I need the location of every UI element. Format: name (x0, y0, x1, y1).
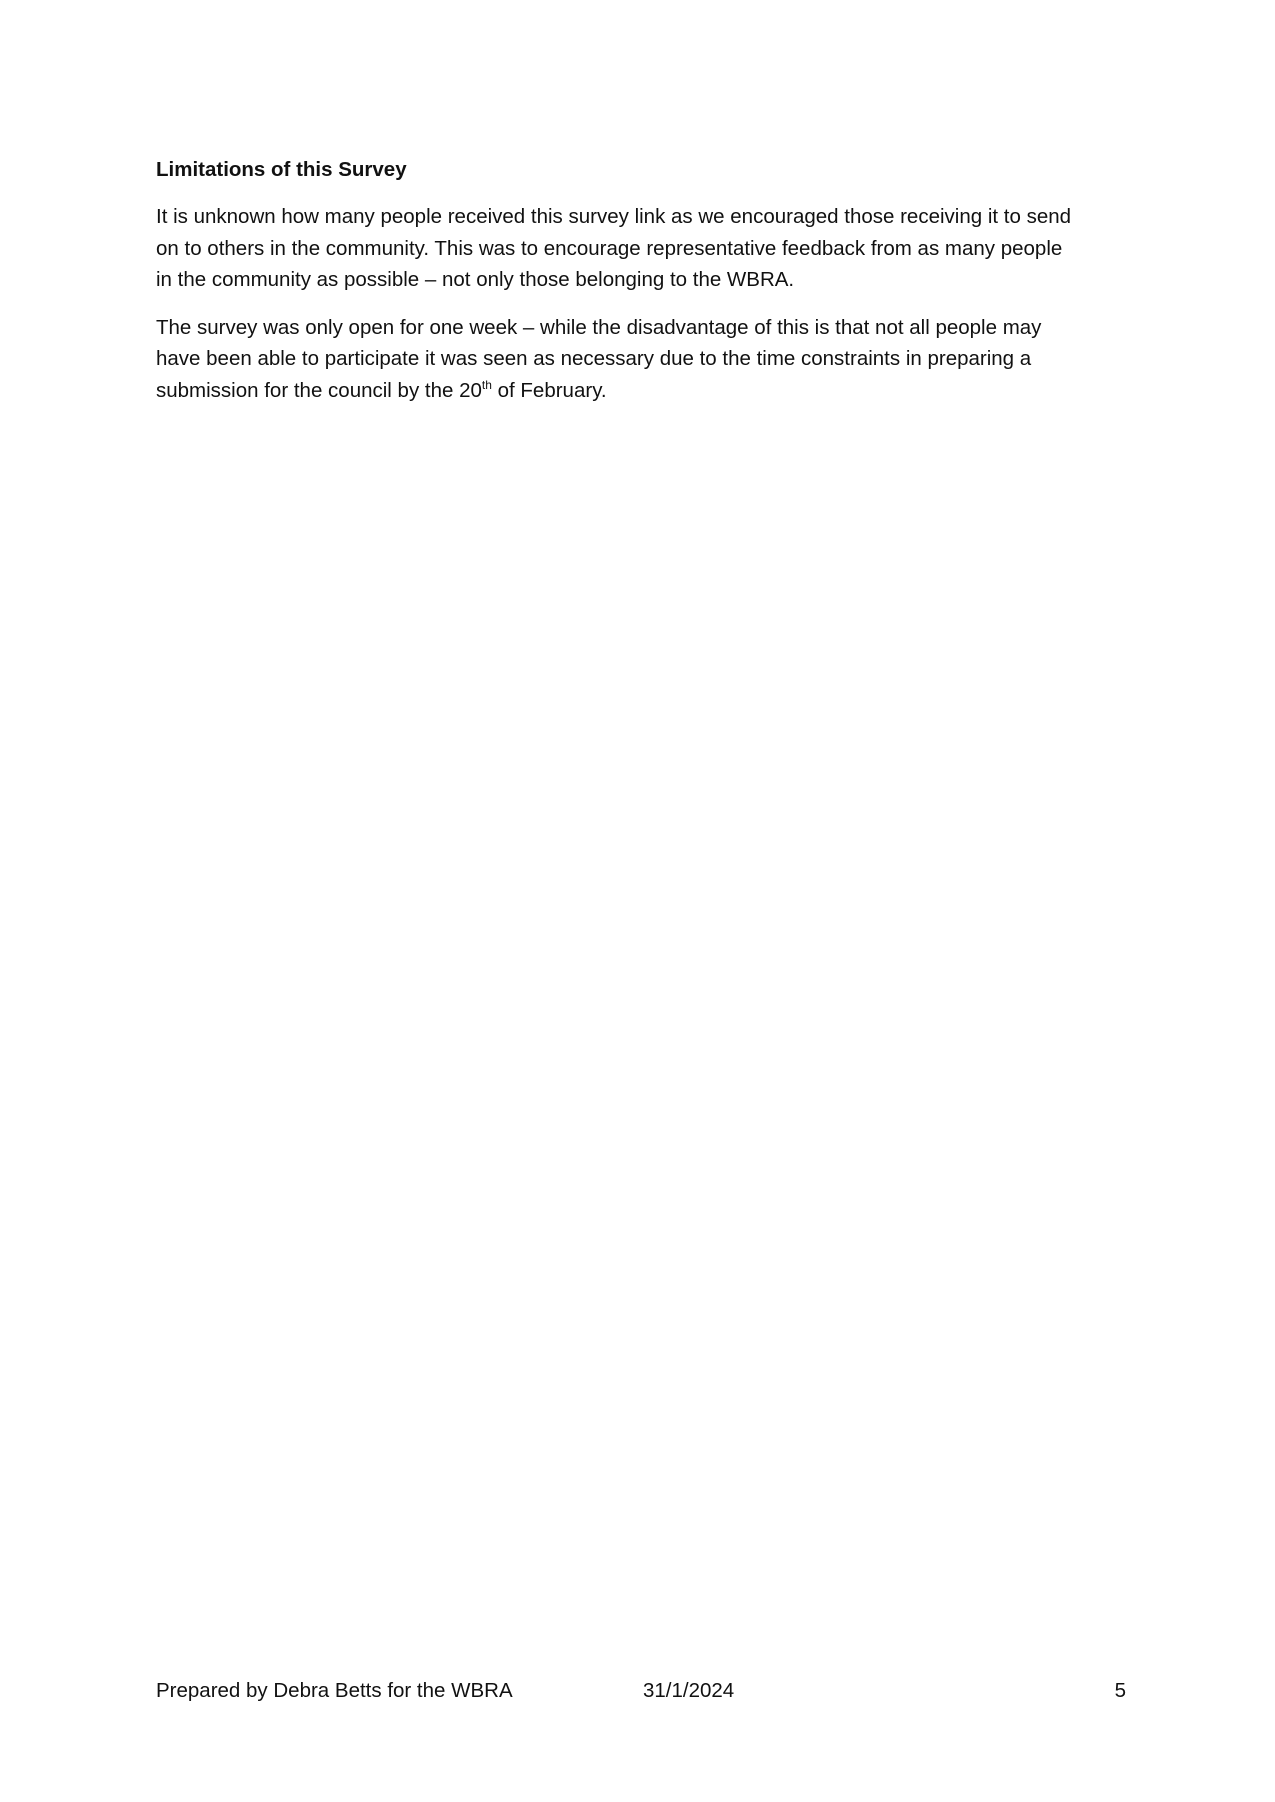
paragraph-line: It is unknown how many people received this survey link as we encouraged those receiving it to send (156, 205, 1072, 228)
footer-page-number: 5 (1114, 1679, 1126, 1702)
footer-prepared-by: Prepared by Debra Betts for the WBRA (156, 1679, 513, 1702)
paragraph-line: have been able to participate it was seen as necessary due to the time constraints in preparing a (156, 347, 1032, 370)
paragraph-line: The survey was only open for one week – while the disadvantage of this is that not all people may (156, 315, 1042, 339)
paragraph-line: on to others in the community. This was to encourage representative feedback from as many people (156, 236, 1063, 260)
deadline-text: submission for the council by the 20 (156, 378, 482, 402)
ordinal-suffix: th (481, 377, 492, 392)
deadline-month-text: of February. (491, 378, 607, 402)
paragraph-line: in the community as possible – not only those belonging to the WBRA. (156, 268, 795, 291)
paragraph-survey-duration (156, 312, 1131, 407)
paragraph-survey-reach (156, 201, 1131, 296)
paragraph-line (156, 375, 1131, 407)
page-content (156, 155, 1131, 422)
page-footer (0, 1676, 1275, 1706)
footer-date: 31/1/2024 (643, 1679, 735, 1702)
section-heading: Limitations of this Survey (156, 158, 407, 181)
